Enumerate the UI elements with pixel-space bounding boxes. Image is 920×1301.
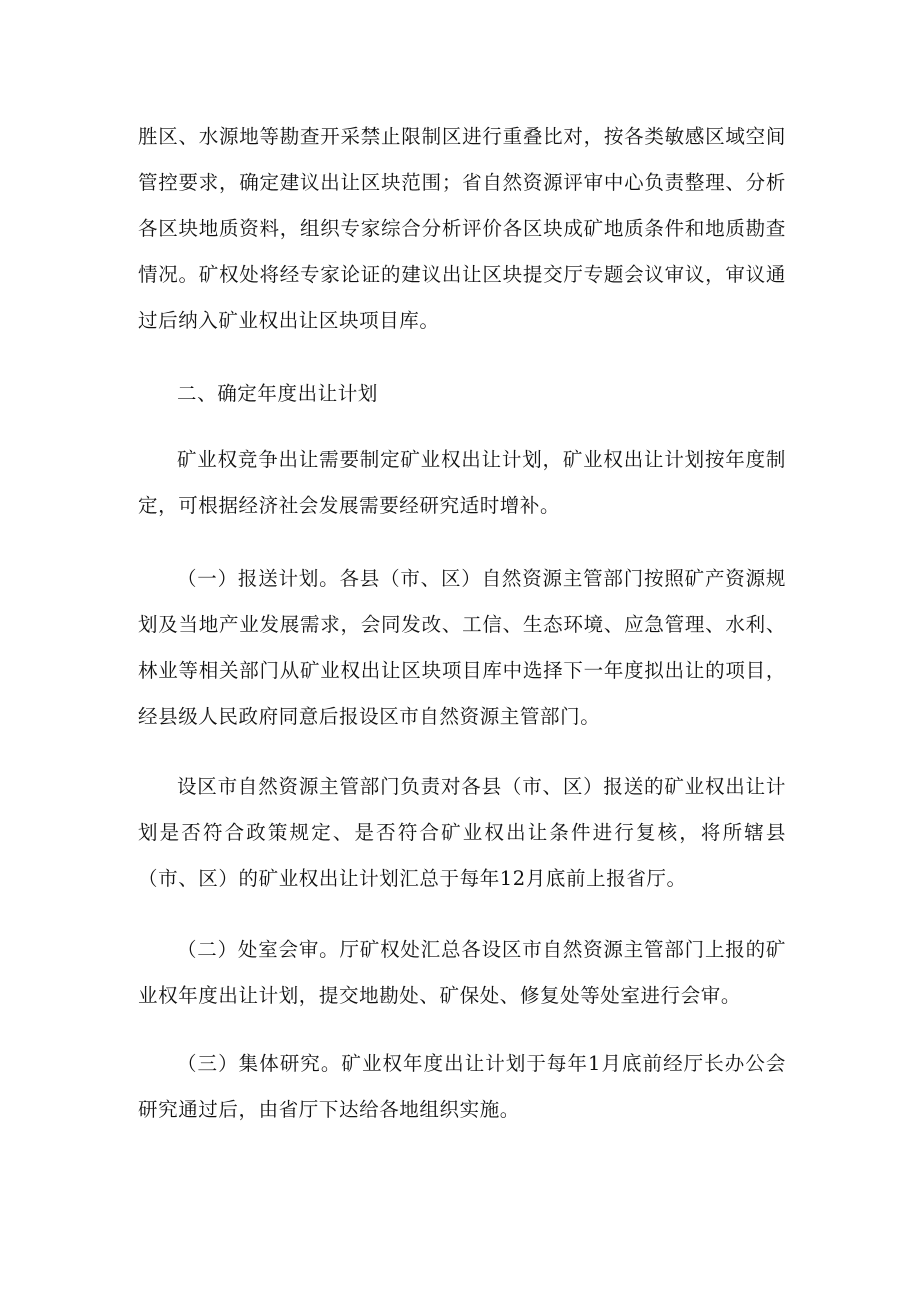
paragraph-joint-review: （二）处室会审。厅矿权处汇总各设区市自然资源主管部门上报的矿业权年度出让计划，提交地勘处、矿保处、修复处等处室进行会审。 xyxy=(138,938,786,1007)
paragraph-submit-plan: （一）报送计划。各县（市、区）自然资源主管部门按照矿产资源规划及当地产业发展需求，会同发改、工信、生态环境、应急管理、水利、林业等相关部门从矿业权出让区块项目库中选择下一年度拟出让的项目，经县级人民政府同意后报设区市自然资源主管部门。 xyxy=(138,567,786,728)
section-heading: 二、确定年度出让计划 xyxy=(177,382,379,405)
paragraph-city-review: 设区市自然资源主管部门负责对各县（市、区）报送的矿业权出让计划是否符合政策规定、是否符合矿业权出让条件进行复核，将所辖县（市、区）的矿业权出让计划汇总于每年12月底前上报省厅。 xyxy=(138,775,786,890)
paragraph-collective-study: （三）集体研究。矿业权年度出让计划于每年1月底前经厅长办公会研究通过后，由省厅下达给各地组织实施。 xyxy=(138,1052,786,1121)
paragraph-intro: 矿业权竞争出让需要制定矿业权出让计划，矿业权出让计划按年度制定，可根据经济社会发展需要经研究适时增补。 xyxy=(138,448,786,517)
paragraph-continuation: 胜区、水源地等勘查开采禁止限制区进行重叠比对，按各类敏感区域空间管控要求，确定建议出让区块范围；省自然资源评审中心负责整理、分析各区块地质资料，组织专家综合分析评价各区块成矿地质条件和地质勘查情况。矿权处将经专家论证的建议出让区块提交厅专题会议审议，审议通过后纳入矿业权出让区块项目库。 xyxy=(138,125,786,332)
